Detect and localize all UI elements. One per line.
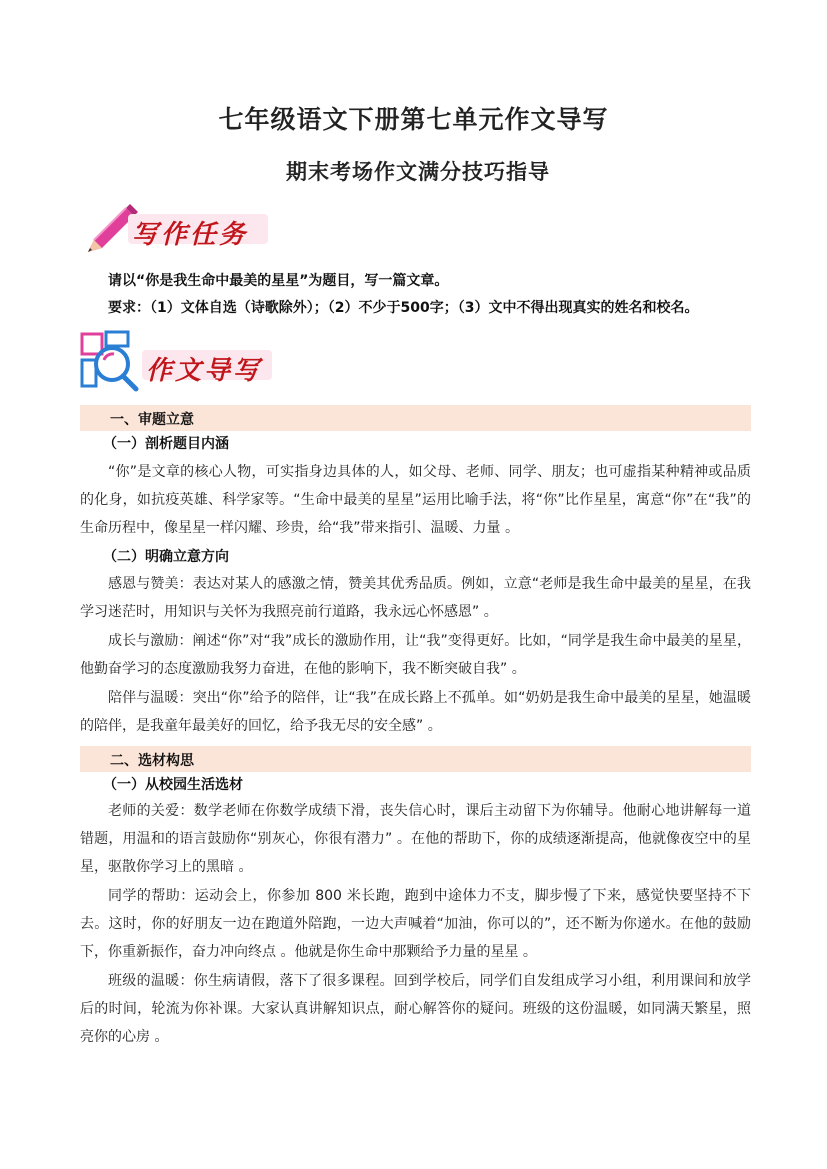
page-title: 七年级语文下册第七单元作文导写 [218,105,609,134]
paragraph: 陪伴与温暖：突出“你”给予的陪伴，让“我”在成长路上不孤单。如“奶奶是我生命中最美的星星，她温暖的陪伴，是我童年最美好的回忆，给予我无尽的安全感” 。 [80,690,751,734]
subsection-heading: （二）明确立意方向 [103,549,229,565]
magnifier-icon [80,330,144,394]
paragraph: 成长与激励：阐述“你”对“我”成长的激励作用，让“我”变得更好。比如，“同学是我生命中最美的星星，他勤奋学习的态度激励我努力奋进，在他的影响下，我不断突破自我” 。 [80,633,751,677]
composition-guide-banner [80,330,280,394]
task-requirements: 要求：（1）文体自选（诗歌除外）；（2）不少于500字；（3）文中不得出现真实的姓名和校名。 [108,300,699,316]
task-prompt: 请以“你是我生命中最美的星星”为题目，写一篇文章。 [108,273,449,289]
writing-task-banner [80,202,280,258]
paragraph: 感恩与赞美：表达对某人的感激之情，赞美其优秀品质。例如，立意“老师是我生命中最美的星星，在我学习迷茫时，用知识与关怀为我照亮前行道路，我永远心怀感恩” 。 [80,576,751,620]
paragraph: 老师的关爱：数学老师在你数学成绩下滑，丧失信心时，课后主动留下为你辅导。他耐心地讲解每一道错题，用温和的语言鼓励你“别灰心，你很有潜力” 。在他的帮助下，你的成绩逐渐提高，他就像夜空中的星星，驱散你学习上的黑暗 。 [80,803,751,875]
paragraph: 班级的温暖：你生病请假，落下了很多课程。回到学校后，同学们自发组成学习小组，利用课间和放学后的时间，轮流为你补课。大家认真讲解知识点，耐心解答你的疑问。班级的这份温暖，如同满天繁星，照亮你的心房 。 [80,973,751,1045]
section-heading-bar [80,405,751,431]
subsection-heading: （一）剖析题目内涵 [103,436,229,452]
section-heading: 一、审题立意 [110,412,194,428]
section-heading-bar [80,746,751,772]
section-heading: 二、选材构思 [110,753,194,769]
writing-task-label: 写作任务 [132,220,249,250]
paragraph: 同学的帮助：运动会上，你参加 800 米长跑，跑到中途体力不支，脚步慢了下来，感觉快要坚持不下去。这时，你的好朋友一边在跑道外陪跑，一边大声喊着“加油，你可以的”，还不断为你递水。在他的鼓励下，你重新振作，奋力冲向终点 。他就是你生命中那颗给予力量的星星 。 [80,888,751,960]
composition-guide-label: 作文导写 [146,356,263,386]
subsection-heading: （一）从校园生活选材 [103,777,243,793]
page-subtitle: 期末考场作文满分技巧指导 [286,159,550,184]
paragraph: “你”是文章的核心人物，可实指身边具体的人，如父母、老师、同学、朋友；也可虚指某种精神或品质的化身，如抗疫英雄、科学家等。“生命中最美的星星”运用比喻手法，将“你”比作星星，寓意“你”在“我”的生命历程中，像星星一样闪耀、珍贵，给“我”带来指引、温暖、力量 。 [80,464,751,536]
